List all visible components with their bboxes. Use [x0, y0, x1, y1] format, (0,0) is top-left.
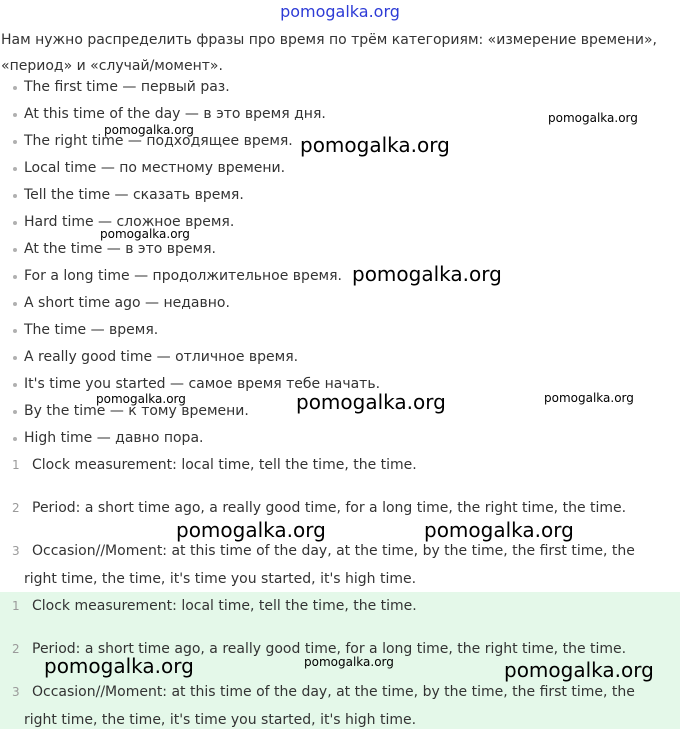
list-item: The first time — первый раз.: [0, 74, 380, 101]
item-text: Period: a short time ago, a really good time, for a long time, the right time, the time.: [32, 641, 627, 657]
watermark: pomogalka.org: [352, 262, 502, 286]
item-number: 3: [12, 685, 20, 699]
item-number: 1: [12, 599, 20, 613]
category-list: [0, 451, 680, 593]
watermark: pomogalka.org: [176, 518, 326, 542]
list-item: By the time — к тому времени.: [0, 398, 380, 425]
watermark: pomogalka.org: [104, 123, 194, 137]
item-text: Occasion//Moment: at this time of the day, at the time, by the time, the first time, the right time, the time, it's time you started, it's high time.: [24, 543, 635, 587]
list-item: Tell the time — сказать время.: [0, 182, 380, 209]
watermark: pomogalka.org: [424, 518, 574, 542]
category-item: [0, 537, 680, 593]
list-item: At this time of the day — в это время дня.: [0, 101, 380, 128]
watermark: pomogalka.org: [544, 391, 634, 405]
watermark: pomogalka.org: [504, 658, 654, 682]
item-number: 3: [12, 544, 20, 558]
watermark: pomogalka.org: [304, 655, 394, 669]
category-item: [0, 494, 680, 537]
intro-text: Нам нужно распределить фразы про время по трём категориям: «измерение времени», «период» и «случай/момент».: [1, 32, 657, 74]
item-number: 2: [12, 642, 20, 656]
list-item: The time — время.: [0, 317, 380, 344]
list-item: A short time ago — недавно.: [0, 290, 380, 317]
watermark: pomogalka.org: [100, 227, 190, 241]
list-item: The right time — подходящее время.: [0, 128, 380, 155]
watermark: pomogalka.org: [44, 654, 194, 678]
list-item: Local time — по местному времени.: [0, 155, 380, 182]
answer-item: [0, 678, 680, 734]
item-number: 2: [12, 501, 20, 515]
list-item: It's time you started — самое время тебе начать.: [0, 371, 380, 398]
item-text: Occasion//Moment: at this time of the day, at the time, by the time, the first time, the right time, the time, it's time you started, it's high time.: [24, 684, 635, 728]
item-text: Clock measurement: local time, tell the time, the time.: [32, 598, 417, 614]
watermark: pomogalka.org: [96, 392, 186, 406]
watermark: pomogalka.org: [296, 390, 446, 414]
answer-item: [0, 592, 680, 635]
list-item: At the time — в это время.: [0, 236, 380, 263]
item-text: Period: a short time ago, a really good time, for a long time, the right time, the time.: [32, 500, 627, 516]
category-item: [0, 451, 680, 494]
list-item: For a long time — продолжительное время.: [0, 263, 380, 290]
list-item: A really good time — отличное время.: [0, 344, 380, 371]
list-item: High time — давно пора.: [0, 425, 380, 452]
watermark: pomogalka.org: [300, 133, 450, 157]
watermark: pomogalka.org: [548, 111, 638, 125]
site-title[interactable]: pomogalka.org: [280, 2, 400, 21]
item-number: 1: [12, 458, 20, 472]
item-text: Clock measurement: local time, tell the time, the time.: [32, 457, 417, 473]
list-item: Hard time — сложное время.: [0, 209, 380, 236]
